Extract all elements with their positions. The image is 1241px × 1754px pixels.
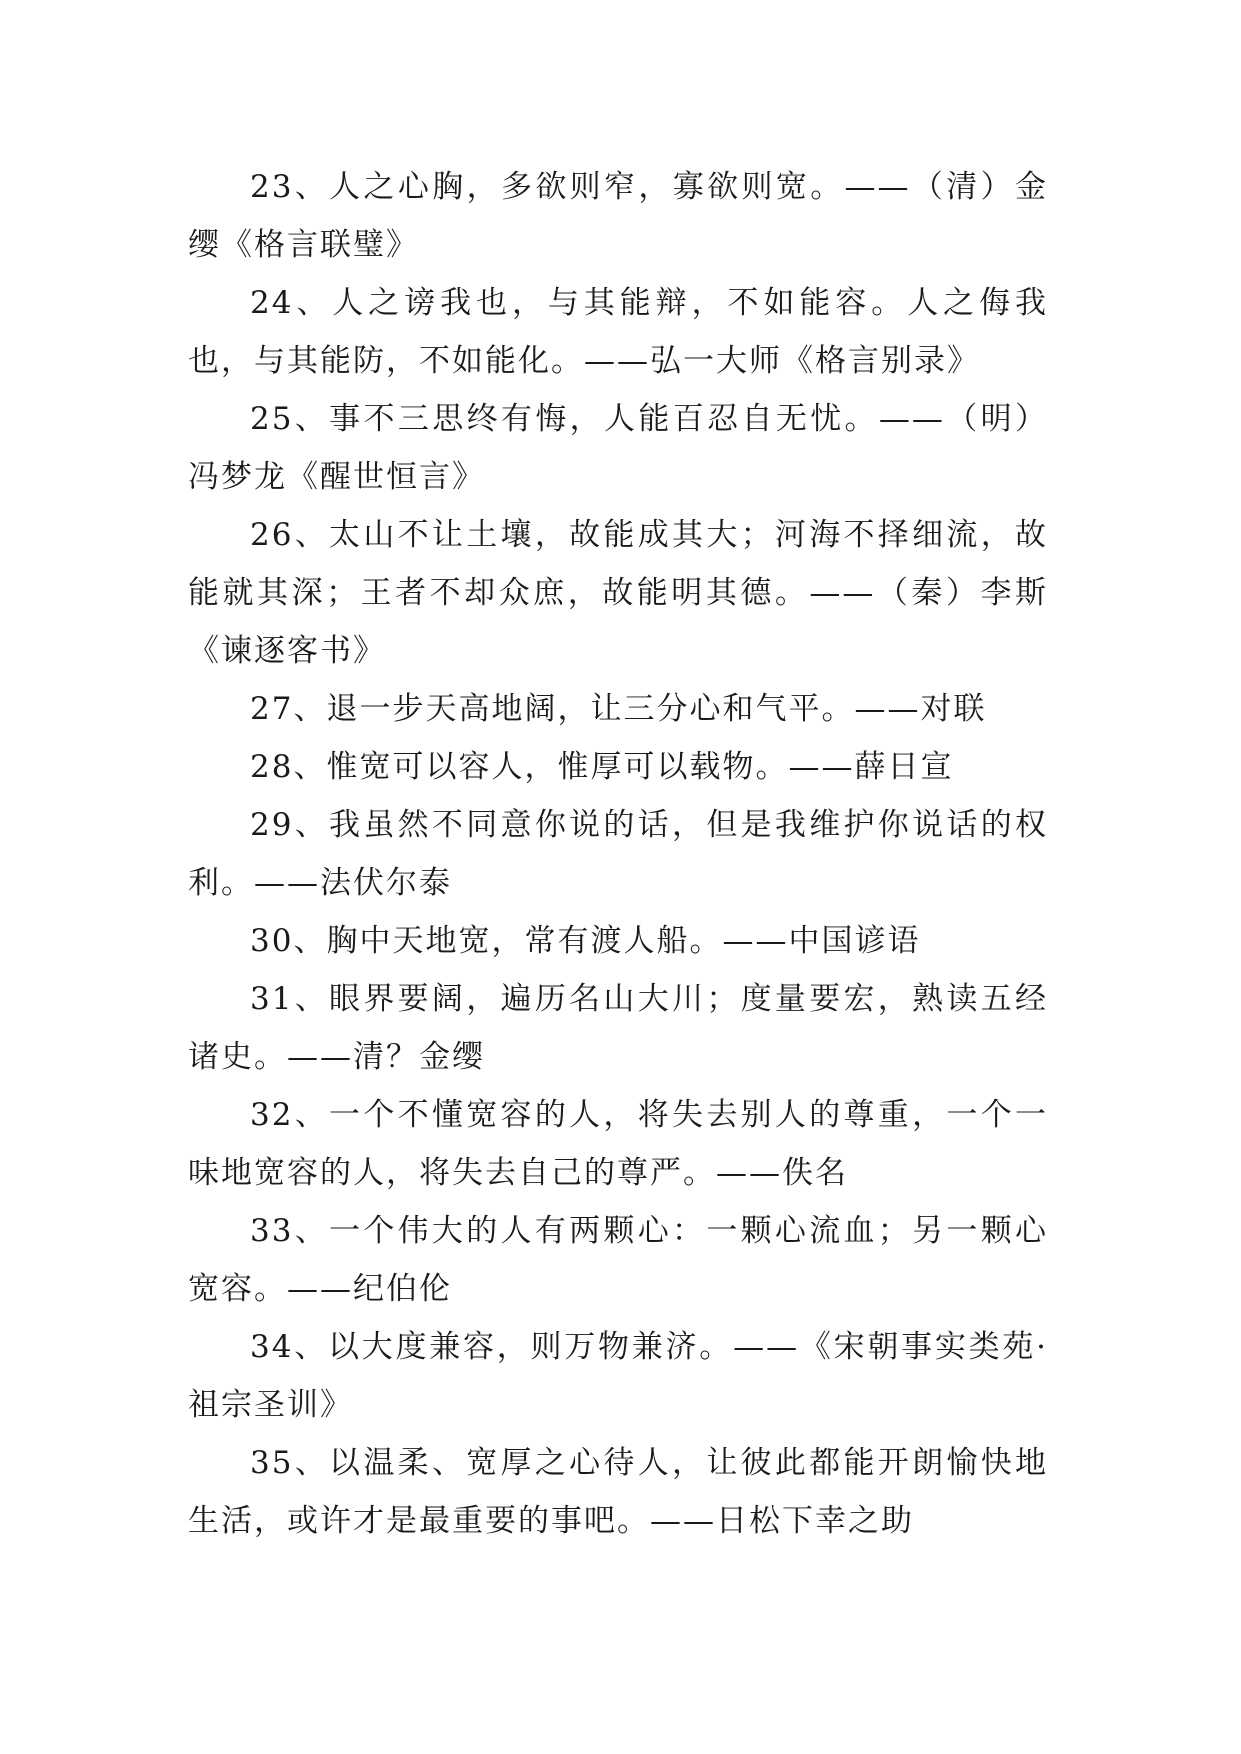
quote-23: 23、人之心胸，多欲则窄，寡欲则宽。——（清）金缨《格言联璧》	[188, 169, 1048, 263]
quote-list	[188, 158, 1048, 1550]
quote-28: 28、惟宽可以容人，惟厚可以载物。——薛日宣	[250, 749, 954, 785]
quote-27: 27、退一步天高地阔，让三分心和气平。——对联	[250, 691, 987, 727]
quote-24: 24、人之谤我也，与其能辩，不如能容。人之侮我也，与其能防，不如能化。——弘一大师《格言别录》	[188, 285, 1048, 379]
quote-32: 32、一个不懂宽容的人，将失去别人的尊重，一个一味地宽容的人，将失去自己的尊严。——佚名	[188, 1097, 1048, 1191]
quote-35: 35、以温柔、宽厚之心待人，让彼此都能开朗愉快地生活，或许才是最重要的事吧。——日松下幸之助	[188, 1445, 1048, 1539]
quote-26: 26、太山不让土壤，故能成其大；河海不择细流，故能就其深；王者不却众庶，故能明其德。——（秦）李斯《谏逐客书》	[188, 517, 1048, 669]
quote-33: 33、一个伟大的人有两颗心：一颗心流血；另一颗心宽容。——纪伯伦	[188, 1213, 1048, 1307]
quote-29: 29、我虽然不同意你说的话，但是我维护你说话的权利。——法伏尔泰	[188, 807, 1048, 901]
quote-34: 34、以大度兼容，则万物兼济。——《宋朝事实类苑·祖宗圣训》	[188, 1329, 1048, 1423]
quote-30: 30、胸中天地宽，常有渡人船。——中国谚语	[250, 923, 921, 959]
quote-31: 31、眼界要阔，遍历名山大川；度量要宏，熟读五经诸史。——清？金缨	[188, 981, 1048, 1075]
quote-25: 25、事不三思终有悔，人能百忍自无忧。——（明）冯梦龙《醒世恒言》	[188, 401, 1048, 495]
